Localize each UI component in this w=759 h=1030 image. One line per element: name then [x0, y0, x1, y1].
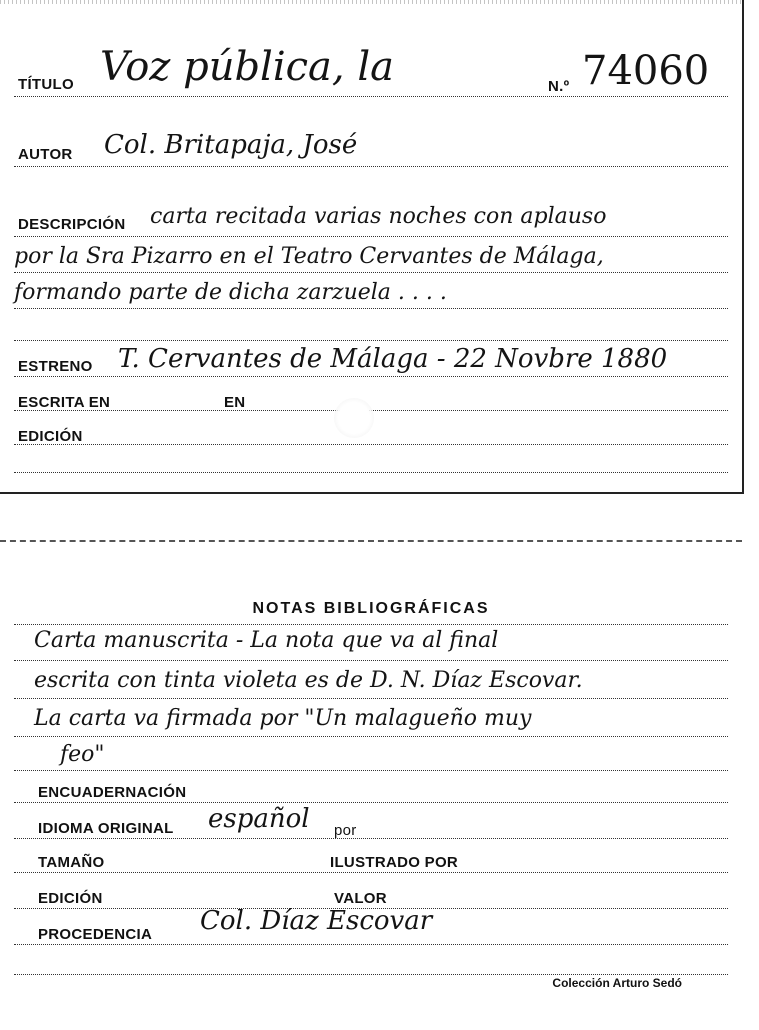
top-edge-speckle — [0, 0, 742, 4]
encuadernacion-label: ENCUADERNACIÓN — [38, 784, 187, 801]
por-label: por — [334, 822, 357, 839]
autor-value: Col. Britapaja, José — [104, 130, 358, 160]
procedencia-label: PROCEDENCIA — [38, 926, 153, 943]
notas-title: NOTAS BIBLIOGRÁFICAS — [252, 600, 490, 617]
ruled-line — [14, 472, 728, 473]
escrita-en-label: ESCRITA EN — [18, 394, 111, 411]
edicion-label: EDICIÓN — [18, 428, 83, 445]
idioma-original-value: español — [208, 804, 310, 834]
ruled-line — [14, 802, 728, 803]
notes-line-2: escrita con tinta violeta es de D. N. Díaz Escovar. — [34, 668, 583, 693]
ruled-line — [14, 660, 728, 661]
punch-hole — [334, 398, 374, 438]
catalog-card-back — [0, 540, 742, 1030]
ruled-line — [14, 272, 728, 273]
ruled-line — [14, 340, 728, 341]
ruled-line — [14, 624, 728, 625]
idioma-original-label: IDIOMA ORIGINAL — [38, 820, 174, 837]
descripcion-line-2: por la Sra Pizarro en el Teatro Cervantes de Málaga, — [14, 244, 604, 269]
ruled-line — [14, 236, 728, 237]
estreno-value: T. Cervantes de Málaga - 22 Novbre 1880 — [118, 344, 668, 374]
autor-label: AUTOR — [18, 146, 73, 163]
notes-line-3: La carta va firmada por "Un malagueño muy — [34, 706, 532, 731]
ruled-line — [14, 166, 728, 167]
numero-label: N.º — [548, 78, 570, 95]
ruled-line — [14, 444, 728, 445]
tamano-label: TAMAÑO — [38, 854, 105, 871]
ruled-line — [14, 770, 728, 771]
ruled-line — [14, 736, 728, 737]
estreno-label: ESTRENO — [18, 358, 93, 375]
ruled-line — [14, 376, 728, 377]
descripcion-line-1: carta recitada varias noches con aplauso — [150, 204, 607, 229]
notes-line-4: feo" — [60, 742, 105, 767]
notes-line-1: Carta manuscrita - La nota que va al final — [34, 628, 499, 653]
ilustrado-por-label: ILUSTRADO POR — [330, 854, 459, 871]
collection-footer: Colección Arturo Sedó — [552, 976, 682, 990]
ruled-line — [14, 698, 728, 699]
valor-label: VALOR — [334, 890, 387, 907]
numero-value: 74060 — [582, 48, 710, 94]
ruled-line — [14, 838, 728, 839]
ruled-line — [14, 974, 728, 975]
descripcion-line-3: formando parte de dicha zarzuela . . . . — [14, 280, 447, 305]
ruled-line — [14, 308, 728, 309]
titulo-value: Voz pública, la — [100, 44, 394, 90]
titulo-label: TÍTULO — [18, 76, 74, 93]
edicion-back-label: EDICIÓN — [38, 890, 103, 907]
descripcion-label: DESCRIPCIÓN — [18, 216, 126, 233]
procedencia-value: Col. Díaz Escovar — [200, 906, 433, 936]
en-label: EN — [224, 394, 246, 411]
ruled-line — [14, 872, 728, 873]
catalog-card-front — [0, 0, 744, 494]
ruled-line — [14, 96, 728, 97]
ruled-line — [14, 944, 728, 945]
